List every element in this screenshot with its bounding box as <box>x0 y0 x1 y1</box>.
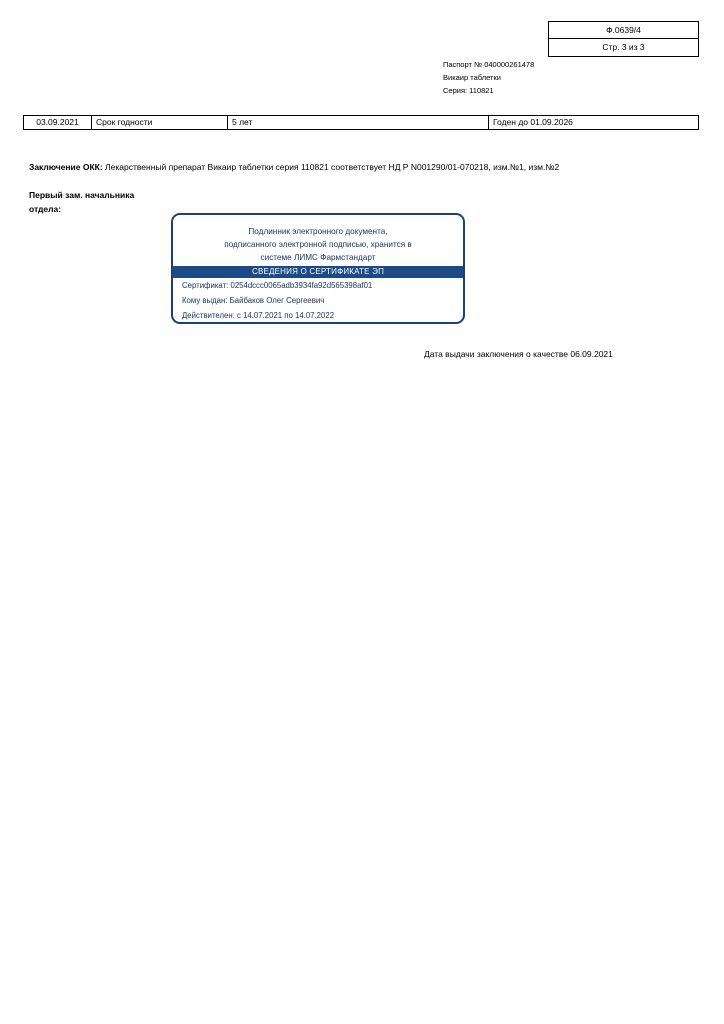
form-code-box <box>548 21 699 57</box>
passport-number: Паспорт № 040000261478 <box>443 60 535 69</box>
conclusion-text: Лекарственный препарат Викаир таблетки серия 110821 соответствует НД Р N001290/01-070218, изм.№1, изм.№2 <box>102 162 560 172</box>
product-series: Серия: 110821 <box>443 86 494 95</box>
stamp-valid: Действителен: с 14.07.2021 по 14.07.2022 <box>182 311 335 320</box>
conclusion-paragraph <box>29 160 589 174</box>
issue-date: Дата выдачи заключения о качестве 06.09.2021 <box>424 349 613 359</box>
stamp-certificate: Сертификат: 0254dccc0065adb3934fa92d565398af01 <box>182 281 373 290</box>
page-number: Стр. 3 из 3 <box>549 38 698 55</box>
conclusion-label: Заключение ОКК: <box>29 162 103 172</box>
shelf-life-value: 5 лет <box>228 116 489 129</box>
shelf-life-label: Срок годности <box>92 116 228 129</box>
stamp-band: СВЕДЕНИЯ О СЕРТИФИКАТЕ ЭП <box>173 266 463 278</box>
info-date: 03.09.2021 <box>24 116 92 129</box>
stamp-issued-to: Кому выдан: Байбаков Олег Сергеевич <box>182 296 325 305</box>
form-code: Ф.0639/4 <box>606 25 641 35</box>
stamp-line-2: подписанного электронной подписью, хранится в <box>224 240 412 249</box>
signatory-position: Первый зам. начальника отдела: <box>29 190 135 214</box>
stamp-line-3: системе ЛИМС Фармстандарт <box>260 253 376 262</box>
e-signature-stamp <box>171 213 465 324</box>
product-name: Викаир таблетки <box>443 73 501 82</box>
passport-info <box>443 58 534 97</box>
valid-until: Годен до 01.09.2026 <box>493 117 573 127</box>
stamp-header <box>173 225 463 264</box>
info-row-table <box>23 115 699 130</box>
stamp-line-1: Подлинник электронного документа, <box>248 227 388 236</box>
